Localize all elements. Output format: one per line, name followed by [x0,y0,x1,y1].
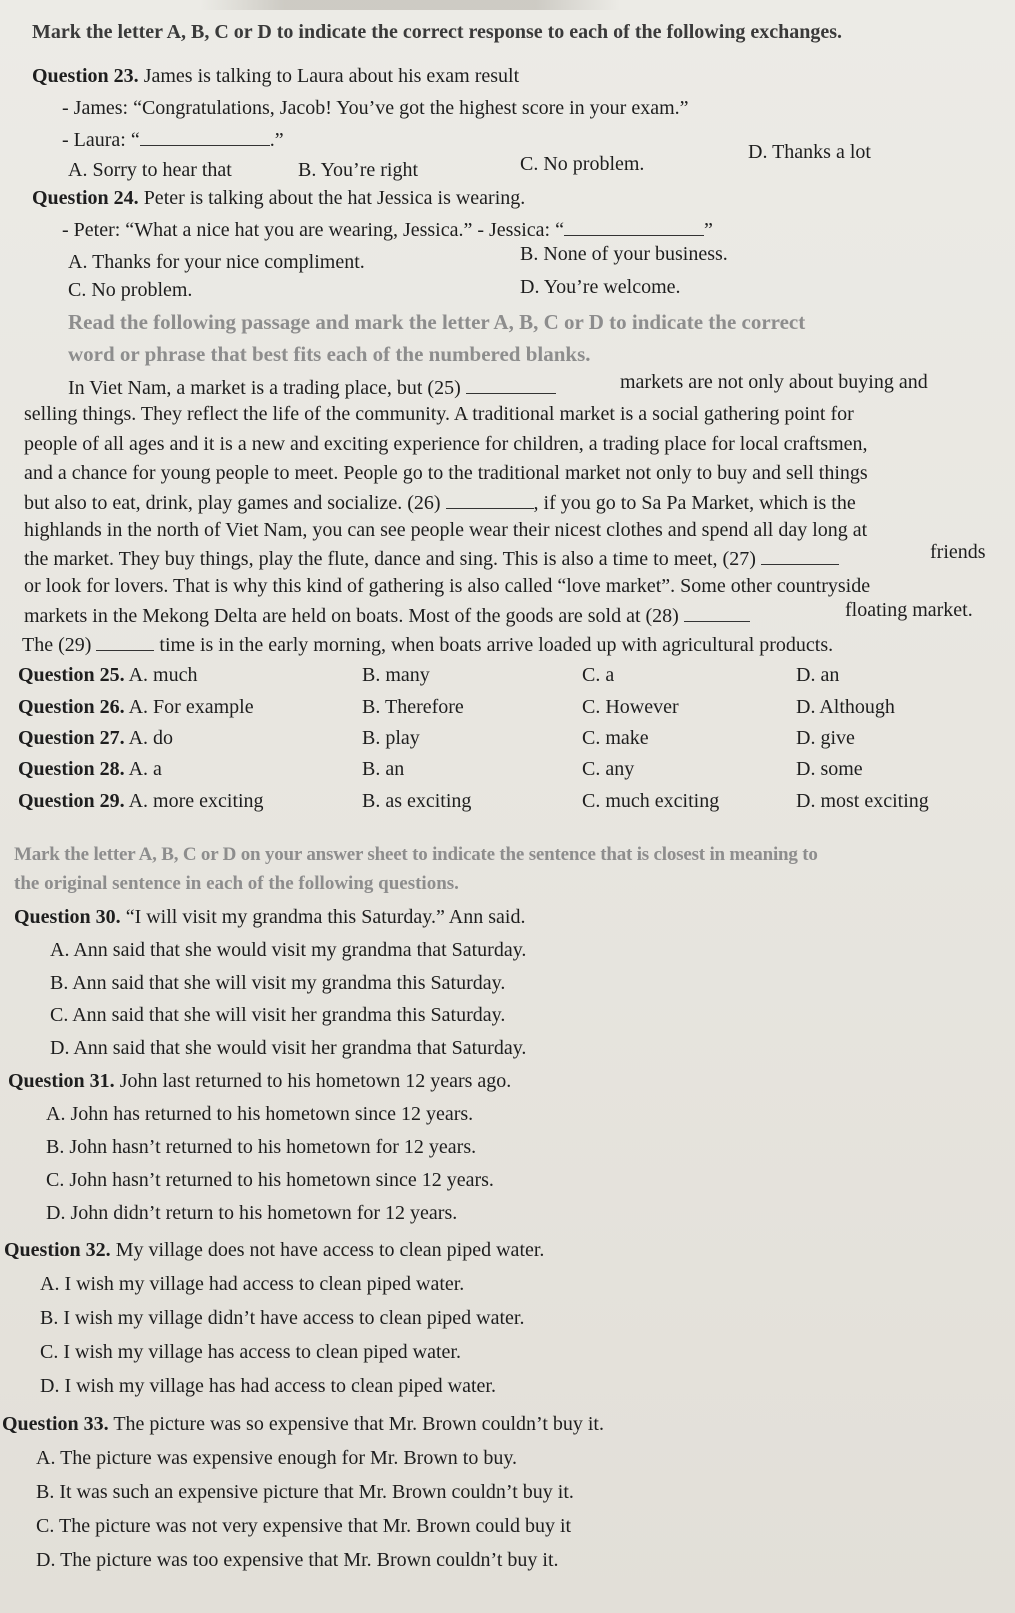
q23-stem-line [32,64,519,88]
instruction-meaning-1: Mark the letter A, B, C or D on your answer sheet to indicate the sentence that is closest in meaning to [14,844,818,865]
mc-question-26 [18,695,254,719]
passage-l7a: the market. They buy things, play the flute, dance and sing. This is also a time to meet, (27) [24,548,756,570]
q32-label: Question 32. [4,1239,111,1261]
q27-label: Question 27. [18,727,125,749]
q31-stem-line [8,1069,511,1093]
passage-l9a: markets in the Mekong Delta are held on boats. Most of the goods are sold at (28) [24,605,679,627]
q23-laura-suffix: .” [269,129,284,151]
q27-option-b[interactable]: B. play [362,727,420,749]
passage-line-7a [24,546,839,571]
passage-line-8: or look for lovers. That is why this kind of gathering is also called “love market”. Some other countryside [24,575,871,597]
q32-stem: My village does not have access to clean piped water. [115,1239,545,1261]
passage-l10a: The (29) [22,634,92,656]
q33-option-b[interactable]: B. It was such an expensive picture that Mr. Brown couldn’t buy it. [36,1481,574,1503]
passage-l10b: time is in the early morning, when boats arrive loaded up with agricultural products. [159,634,834,656]
blank-29[interactable] [96,632,154,651]
mc-question-27 [18,726,173,750]
mc-question-25 [18,663,197,687]
instruction-passage-1: Read the following passage and mark the letter A, B, C or D to indicate the correct [68,310,806,334]
q32-option-c[interactable]: C. I wish my village has access to clean piped water. [40,1341,461,1363]
q30-option-b[interactable]: B. Ann said that she will visit my grandma this Saturday. [50,972,506,994]
blank-25[interactable] [466,375,556,394]
q23-option-c[interactable]: C. No problem. [520,153,645,175]
q29-option-d[interactable]: D. most exciting [796,790,929,812]
q26-option-c[interactable]: C. However [582,696,679,718]
q31-option-d[interactable]: D. John didn’t return to his hometown for 12 years. [46,1202,458,1224]
q32-option-d[interactable]: D. I wish my village has had access to clean piped water. [40,1375,496,1397]
q32-stem-line [4,1238,544,1262]
passage-l5b: , if you go to Sa Pa Market, which is the [533,492,856,514]
q25-label: Question 25. [18,664,125,686]
instruction-passage-2: word or phrase that best fits each of the numbered blanks. [68,342,591,366]
q24-option-b[interactable]: B. None of your business. [520,243,728,265]
blank-28[interactable] [684,603,750,622]
q29-option-a[interactable]: A. more exciting [128,790,264,812]
q33-stem: The picture was so expensive that Mr. Brown couldn’t buy it. [113,1413,604,1435]
q23-option-a[interactable]: A. Sorry to hear that [68,159,232,181]
q26-label: Question 26. [18,696,125,718]
instruction-exchanges: Mark the letter A, B, C or D to indicate the correct response to each of the following exchanges. [32,21,843,43]
q27-option-d[interactable]: D. give [796,727,855,749]
passage-line-10 [22,632,833,657]
q29-label: Question 29. [18,790,125,812]
q23-laura-prefix: - Laura: “ [62,129,140,151]
blank-26[interactable] [446,490,534,509]
q23-option-b[interactable]: B. You’re right [298,159,419,181]
q32-option-b[interactable]: B. I wish my village didn’t have access to clean piped water. [40,1307,525,1329]
q24-option-c[interactable]: C. No problem. [68,279,193,301]
q25-option-d[interactable]: D. an [796,664,840,686]
passage-line-4: and a chance for young people to meet. People go to the traditional market not only to buy and sell things [24,462,868,484]
q24-stem: Peter is talking about the hat Jessica is wearing. [143,187,526,209]
passage-line-1b: markets are not only about buying and [620,371,928,393]
q26-option-a[interactable]: A. For example [128,696,254,718]
q23-stem: James is talking to Laura about his exam result [143,65,520,87]
q28-option-c[interactable]: C. any [582,758,635,780]
q24-dialogue-line [62,217,713,242]
q25-option-a[interactable]: A. much [128,664,198,686]
q23-laura-line [62,127,284,152]
q27-option-a[interactable]: A. do [128,727,174,749]
q30-option-d[interactable]: D. Ann said that she would visit her grandma that Saturday. [50,1037,527,1059]
q23-james-line: - James: “Congratulations, Jacob! You’ve got the highest score in your exam.” [62,97,689,119]
q24-option-d[interactable]: D. You’re welcome. [520,276,681,298]
q28-option-d[interactable]: D. some [796,758,863,780]
q24-stem-line [32,186,525,210]
mc-question-29 [18,789,264,813]
q31-option-c[interactable]: C. John hasn’t returned to his hometown since 12 years. [46,1169,494,1191]
q27-option-c[interactable]: C. make [582,727,649,749]
q30-option-c[interactable]: C. Ann said that she will visit her grandma this Saturday. [50,1004,506,1026]
q33-label: Question 33. [2,1413,109,1435]
q31-label: Question 31. [8,1070,115,1092]
passage-line-9b: floating market. [845,599,973,621]
q28-option-a[interactable]: A. a [128,758,162,780]
passage-line-1a [68,375,556,400]
q24-dialogue-prefix: - Peter: “What a nice hat you are wearing, Jessica.” - Jessica: “ [62,219,564,241]
q30-stem: “I will visit my grandma this Saturday.” Ann said. [125,906,526,928]
q23-label: Question 23. [32,65,139,87]
q25-option-b[interactable]: B. many [362,664,430,686]
blank-27[interactable] [761,546,839,565]
q28-label: Question 28. [18,758,125,780]
q33-option-d[interactable]: D. The picture was too expensive that Mr. Brown couldn’t buy it. [36,1549,559,1571]
q31-option-b[interactable]: B. John hasn’t returned to his hometown for 12 years. [46,1136,477,1158]
q23-blank[interactable] [140,127,270,146]
passage-line-9a [24,603,750,628]
q31-option-a[interactable]: A. John has returned to his hometown since 12 years. [46,1103,474,1125]
passage-line-2: selling things. They reflect the life of the community. A traditional market is a social gathering point for [24,403,854,425]
q33-option-c[interactable]: C. The picture was not very expensive that Mr. Brown could buy it [36,1515,572,1537]
q29-option-c[interactable]: C. much exciting [582,790,720,812]
q24-dialogue-suffix: ” [704,219,713,241]
q30-label: Question 30. [14,906,121,928]
passage-line-5a [24,490,856,515]
passage-l1a: In Viet Nam, a market is a trading place, but (25) [68,377,461,399]
q31-stem: John last returned to his hometown 12 years ago. [119,1070,512,1092]
q33-option-a[interactable]: A. The picture was expensive enough for Mr. Brown to buy. [36,1447,518,1469]
q23-option-d[interactable]: D. Thanks a lot [748,141,871,163]
q26-option-d[interactable]: D. Although [796,696,895,718]
passage-l5a: but also to eat, drink, play games and socialize. (26) [24,492,441,514]
q32-option-a[interactable]: A. I wish my village had access to clean piped water. [40,1273,465,1295]
q24-label: Question 24. [32,187,139,209]
q28-option-b[interactable]: B. an [362,758,405,780]
mc-question-28 [18,757,162,781]
passage-line-6: highlands in the north of Viet Nam, you can see people wear their nicest clothes and spend all day long at [24,519,868,541]
q30-option-a[interactable]: A. Ann said that she would visit my grandma that Saturday. [50,939,527,961]
passage-line-7b: friends [930,541,986,563]
top-cropped-header [200,0,620,10]
q33-stem-line [2,1412,604,1436]
q29-option-b[interactable]: B. as exciting [362,790,472,812]
q24-blank[interactable] [564,217,704,236]
q24-option-a[interactable]: A. Thanks for your nice compliment. [68,251,365,273]
instruction-meaning-2: the original sentence in each of the following questions. [14,873,459,894]
q30-stem-line [14,905,525,929]
q25-option-c[interactable]: C. a [582,664,615,686]
passage-line-3: people of all ages and it is a new and exciting experience for children, a trading place for local craftsmen, [24,433,868,455]
q26-option-b[interactable]: B. Therefore [362,696,464,718]
